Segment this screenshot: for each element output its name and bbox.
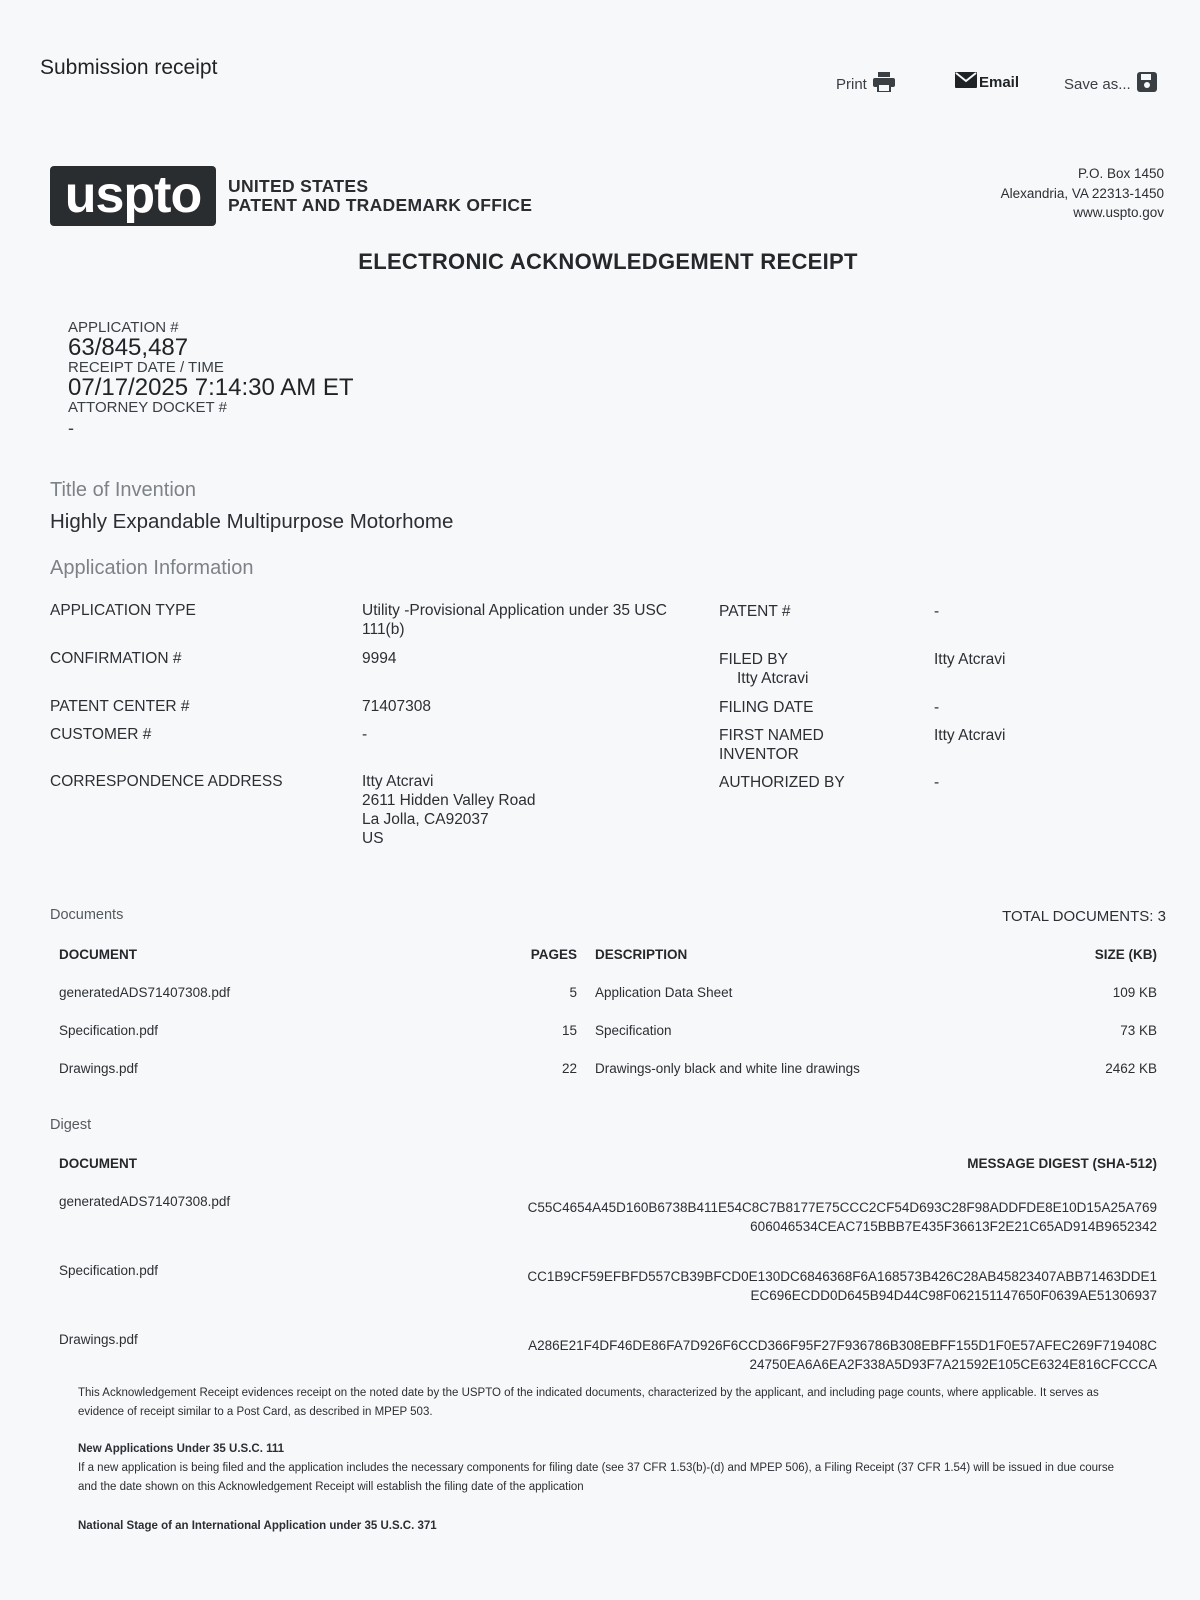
patent-center-label: PATENT CENTER # — [50, 698, 190, 715]
digest-line: 24750EA6A6EA2F338A5D93F7A21592E105CE6324E816CFCCCA — [749, 1356, 1157, 1372]
application-number: 63/845,487 — [68, 334, 189, 361]
agency-website: www.uspto.gov — [1073, 205, 1164, 220]
national-stage-heading: National Stage of an International Application under 35 U.S.C. 371 — [78, 1520, 437, 1532]
document-size: 2462 KB — [1105, 1060, 1157, 1076]
table-row — [50, 1320, 1166, 1389]
attorney-docket-value: - — [68, 418, 74, 438]
filed-by-sub: Itty Atcravi — [737, 670, 809, 687]
document-name: generatedADS71407308.pdf — [59, 984, 231, 1000]
patent-number-value: - — [934, 603, 940, 620]
first-inventor-value: Itty Atcravi — [934, 727, 1006, 744]
digest-table — [50, 1144, 1166, 1389]
documents-table — [50, 935, 1166, 1087]
application-type-label: APPLICATION TYPE — [50, 602, 196, 619]
table-row — [50, 1011, 1166, 1049]
receipt-heading: ELECTRONIC ACKNOWLEDGEMENT RECEIPT — [358, 249, 858, 274]
address-line2: Alexandria, VA 22313-1450 — [1000, 185, 1164, 201]
page-title: Submission receipt — [40, 56, 218, 79]
first-inventor-label — [719, 726, 824, 764]
authorized-by-value: - — [934, 774, 940, 791]
printer-icon — [873, 72, 895, 96]
floppy-disk-icon — [1137, 72, 1157, 96]
filed-by-label — [719, 650, 809, 688]
digest-value — [428, 1251, 1166, 1320]
patent-number-label: PATENT # — [719, 603, 791, 620]
invention-title: Highly Expandable Multipurpose Motorhome — [50, 510, 454, 533]
table-header-row — [50, 1144, 1166, 1182]
correspondence-line: La Jolla, CA92037 — [362, 811, 489, 828]
document-pages: 5 — [569, 984, 577, 1000]
digest-line: C55C4654A45D160B6738B411E54C8C7B8177E75CCC2CF54D693C28F98ADDFDE8E10D15A25A769 — [527, 1199, 1157, 1215]
digest-document-name: Drawings.pdf — [59, 1332, 138, 1347]
correspondence-label: CORRESPONDENCE ADDRESS — [50, 773, 283, 790]
confirmation-label: CONFIRMATION # — [50, 650, 182, 667]
digest-line: A286E21F4DF46DE86FA7D926F6CCD366F95F27F936786B308EBFF155D1F0E57AFEC269F719408C — [528, 1337, 1157, 1353]
col-size: SIZE (KB) — [1094, 946, 1157, 962]
digest-heading: Digest — [50, 1117, 92, 1133]
agency-name-line2: PATENT AND TRADEMARK OFFICE — [228, 195, 533, 215]
digest-line: 606046534CEAC715BBB7E435F36613F2E21C65AD914B9652342 — [750, 1218, 1157, 1234]
digest-value — [428, 1182, 1166, 1251]
correspondence-line: 2611 Hidden Valley Road — [362, 792, 536, 809]
invention-heading: Title of Invention — [50, 479, 197, 501]
col-document: DOCUMENT — [59, 1155, 137, 1171]
document-description: Specification — [595, 1022, 672, 1038]
address-line1: P.O. Box 1450 — [1077, 166, 1164, 181]
new-applications-section — [78, 1440, 1128, 1497]
agency-address — [1001, 164, 1164, 223]
digest-line: CC1B9CF59EFBFD557CB39BFCD0E130DC6846368F6A168573B426C28AB45823407ABB71463DDE1 — [527, 1268, 1157, 1284]
application-type-value: Utility -Provisional Application under 35 USC 111(b) — [362, 602, 667, 638]
receipt-notice: This Acknowledgement Receipt evidences receipt on the noted date by the USPTO of the indicated documents, characterized by the applicant, and including page counts, where applicable. It serves as evidence of receipt similar to a Post Card, as described in MPEP 503. — [78, 1387, 1099, 1418]
col-document: DOCUMENT — [59, 946, 137, 962]
save-label: Save as... — [1064, 75, 1131, 93]
correspondence-line: Itty Atcravi — [362, 773, 434, 790]
confirmation-value: 9994 — [362, 650, 397, 667]
envelope-icon — [955, 72, 977, 92]
document-description: Application Data Sheet — [595, 984, 733, 1000]
email-label: Email — [979, 73, 1020, 91]
documents-heading: Documents — [50, 907, 124, 923]
uspto-logo: uspto — [50, 166, 216, 226]
attorney-docket-label: ATTORNEY DOCKET # — [68, 399, 227, 416]
receipt-date-label: RECEIPT DATE / TIME — [68, 359, 224, 376]
first-inventor-label-line1: FIRST NAMED — [719, 727, 824, 744]
digest-line: EC696ECDD0D645B94D44C98F062151147650F0639AE51306937 — [750, 1287, 1157, 1303]
filing-date-label: FILING DATE — [719, 699, 814, 716]
table-row — [50, 1182, 1166, 1251]
print-label: Print — [836, 75, 867, 93]
col-message-digest: MESSAGE DIGEST (SHA-512) — [967, 1155, 1157, 1171]
app-info-heading: Application Information — [50, 557, 254, 579]
col-description: DESCRIPTION — [595, 946, 688, 962]
customer-label: CUSTOMER # — [50, 726, 152, 743]
first-inventor-label-line2: INVENTOR — [719, 746, 799, 763]
new-applications-heading: New Applications Under 35 U.S.C. 111 — [78, 1443, 285, 1455]
agency-name — [228, 177, 532, 215]
patent-center-value: 71407308 — [362, 698, 431, 715]
col-pages: PAGES — [530, 946, 577, 962]
correspondence-address — [362, 772, 692, 848]
table-header-row — [50, 935, 1166, 973]
table-row — [50, 1251, 1166, 1320]
digest-document-name: generatedADS71407308.pdf — [59, 1194, 231, 1209]
total-documents: TOTAL DOCUMENTS: 3 — [1002, 908, 1166, 925]
document-size: 73 KB — [1120, 1022, 1157, 1038]
table-row — [50, 1049, 1166, 1087]
save-as-button[interactable] — [1064, 72, 1157, 96]
agency-name-line1: UNITED STATES — [228, 176, 369, 196]
new-applications-text: If a new application is being filed and the application includes the necessary components for filing date (see 37 CFR 1.53(b)-(d) and MPEP 506), a Filing Receipt (37 CFR 1.54) will be issued in due course and the date shown on this Acknowledgement Receipt will establish the filing date of the application — [78, 1462, 1114, 1493]
document-name: Specification.pdf — [59, 1022, 159, 1038]
application-number-label: APPLICATION # — [68, 319, 179, 336]
digest-document-name: Specification.pdf — [59, 1263, 159, 1278]
correspondence-line: US — [362, 830, 384, 847]
document-size: 109 KB — [1112, 984, 1157, 1000]
digest-value — [428, 1320, 1166, 1389]
authorized-by-label: AUTHORIZED BY — [719, 774, 845, 791]
print-button[interactable] — [836, 72, 895, 96]
document-description: Drawings-only black and white line drawings — [595, 1060, 860, 1076]
document-name: Drawings.pdf — [59, 1060, 138, 1076]
filed-by-value: Itty Atcravi — [934, 651, 1006, 668]
receipt-meta — [68, 320, 354, 440]
filed-by-label-text: FILED BY — [719, 651, 788, 668]
receipt-date: 07/17/2025 7:14:30 AM ET — [68, 374, 354, 401]
document-pages: 22 — [561, 1060, 577, 1076]
national-stage-section — [78, 1517, 1128, 1536]
filing-date-value: - — [934, 699, 940, 716]
table-row — [50, 973, 1166, 1011]
customer-value: - — [362, 726, 368, 743]
email-button[interactable] — [955, 72, 1019, 92]
document-pages: 15 — [561, 1022, 577, 1038]
